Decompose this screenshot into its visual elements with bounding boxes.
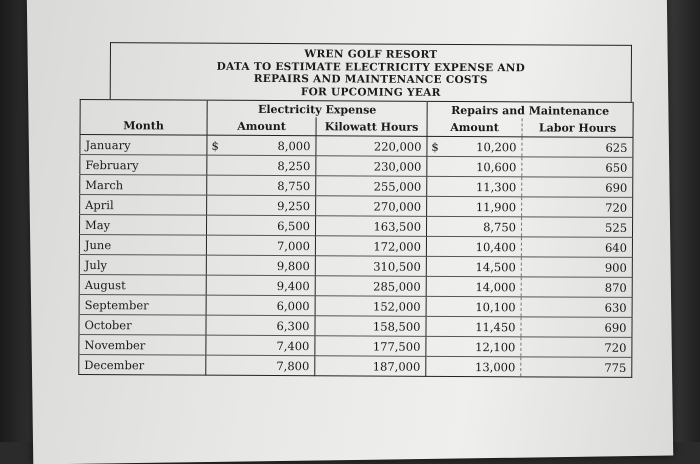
month-cell xyxy=(79,334,206,355)
amount-cell-value: 8,750 xyxy=(277,178,311,193)
amount-cell-value: 9,400 xyxy=(276,278,310,293)
kwh-cell-value: 270,000 xyxy=(373,199,422,214)
kwh-cell xyxy=(315,296,426,317)
rm-amount-cell xyxy=(426,236,521,256)
amount-cell xyxy=(206,335,315,356)
blank-header xyxy=(80,100,207,117)
labor-hours-cell-value: 630 xyxy=(604,300,627,315)
amount-cell xyxy=(206,315,315,336)
kwh-header: Kilowatt Hours xyxy=(316,117,427,136)
labor-hours-cell-value: 720 xyxy=(605,200,628,215)
currency-symbol: $ xyxy=(431,139,439,154)
month-header: Month xyxy=(80,116,207,135)
month-cell-value: February xyxy=(85,157,139,172)
rm-amount-cell xyxy=(426,296,521,316)
repairs-group-header: Repairs and Maintenance xyxy=(427,101,633,119)
amount-cell-value: 6,500 xyxy=(277,218,311,233)
month-cell xyxy=(79,215,206,236)
month-cell-value: March xyxy=(85,177,124,192)
document-title xyxy=(110,42,632,102)
kwh-cell xyxy=(316,196,427,217)
rm-amount-cell xyxy=(426,216,521,236)
labor-hours-cell-value: 900 xyxy=(604,260,627,275)
amount-cell xyxy=(206,275,315,296)
month-cell xyxy=(79,234,206,255)
month-cell xyxy=(79,254,206,275)
amount-cell xyxy=(206,235,315,256)
rm-amount-cell xyxy=(427,156,522,176)
kwh-cell-value: 177,500 xyxy=(372,339,421,354)
kwh-cell-value: 310,500 xyxy=(373,259,421,274)
rm-amount-cell-value: 11,900 xyxy=(475,199,517,214)
amount-cell-value: 7,400 xyxy=(276,338,310,353)
amount-cell-value: 8,250 xyxy=(277,158,311,173)
labor-hours-cell-value: 720 xyxy=(604,340,627,355)
month-cell-value: October xyxy=(84,317,132,332)
kwh-cell-value: 230,000 xyxy=(373,159,422,174)
amount-cell xyxy=(206,295,315,316)
electricity-group-header: Electricity Expense xyxy=(207,100,427,118)
amount-cell xyxy=(207,135,316,156)
kwh-cell xyxy=(316,156,427,177)
kwh-cell-value: 158,500 xyxy=(372,319,421,334)
currency-symbol: $ xyxy=(211,138,219,153)
amount-cell-value: 6,000 xyxy=(276,298,310,313)
labor-hours-cell-value: 690 xyxy=(604,320,627,335)
labor-hours-cell xyxy=(522,137,633,158)
labor-hours-cell-value: 625 xyxy=(605,140,628,155)
rm-amount-cell-value: 14,500 xyxy=(475,259,516,274)
labor-hours-cell-value: 525 xyxy=(605,220,628,235)
kwh-cell xyxy=(315,216,426,237)
amount-header: Amount xyxy=(207,117,316,136)
kwh-cell-value: 285,000 xyxy=(373,279,421,294)
amount-cell-value: 8,000 xyxy=(277,138,311,153)
labor-hours-cell xyxy=(522,157,633,178)
table-body xyxy=(79,135,633,378)
labor-hours-cell-value: 775 xyxy=(604,360,627,375)
month-cell-value: July xyxy=(84,257,108,272)
kwh-cell xyxy=(316,136,427,157)
rm-amount-cell xyxy=(427,176,522,196)
labor-hours-cell xyxy=(521,277,632,298)
labor-hours-cell xyxy=(521,217,632,238)
month-cell-value: November xyxy=(84,337,146,352)
kwh-cell-value: 255,000 xyxy=(373,179,422,194)
kwh-cell xyxy=(315,256,426,277)
rm-amount-cell-value: 14,000 xyxy=(475,279,516,294)
kwh-cell-value: 152,000 xyxy=(373,299,421,314)
rm-amount-header: Amount xyxy=(427,118,522,137)
amount-cell-value: 7,000 xyxy=(276,238,310,253)
amount-cell-value: 6,300 xyxy=(276,318,310,333)
kwh-cell xyxy=(315,316,426,337)
labor-hours-cell xyxy=(521,317,632,338)
title-line: DATA TO ESTIMATE ELECTRICITY EXPENSE AND xyxy=(216,60,526,74)
rm-amount-cell xyxy=(426,356,521,376)
labor-hours-cell xyxy=(521,237,632,258)
amount-cell xyxy=(207,155,316,176)
rm-amount-cell xyxy=(426,276,521,296)
month-cell-value: December xyxy=(84,357,145,372)
labor-hours-cell-value: 870 xyxy=(604,280,627,295)
labor-hours-header: Labor Hours xyxy=(522,118,633,137)
kwh-cell xyxy=(315,336,426,357)
kwh-cell-value: 163,500 xyxy=(373,219,422,234)
kwh-cell xyxy=(316,176,427,197)
kwh-cell xyxy=(315,236,426,257)
labor-hours-cell xyxy=(521,297,632,318)
rm-amount-cell-value: 8,750 xyxy=(483,219,517,234)
month-cell xyxy=(79,294,206,315)
amount-cell xyxy=(206,215,315,236)
labor-hours-cell-value: 640 xyxy=(604,240,627,255)
amount-cell-value: 9,250 xyxy=(277,198,311,213)
rm-amount-cell-value: 10,200 xyxy=(476,139,517,154)
rm-amount-cell-value: 10,100 xyxy=(475,299,516,314)
month-cell-value: August xyxy=(84,277,126,292)
month-cell xyxy=(80,155,207,176)
kwh-cell-value: 172,000 xyxy=(373,239,421,254)
month-cell xyxy=(79,354,206,375)
rm-amount-cell xyxy=(426,336,521,356)
table-row xyxy=(79,354,632,377)
expense-table xyxy=(78,99,633,378)
kwh-cell-value: 220,000 xyxy=(373,139,422,154)
labor-hours-cell xyxy=(522,177,633,198)
amount-cell xyxy=(207,195,316,216)
month-cell-value: June xyxy=(84,237,112,252)
kwh-cell xyxy=(315,356,426,377)
title-line: WREN GOLF RESORT xyxy=(304,48,438,61)
rm-amount-cell xyxy=(426,316,521,336)
amount-cell xyxy=(206,355,315,376)
rm-amount-cell-value: 12,100 xyxy=(475,339,516,354)
rm-amount-cell xyxy=(427,136,522,156)
labor-hours-cell xyxy=(521,337,632,358)
month-cell-value: April xyxy=(85,197,114,212)
amount-cell-value: 9,800 xyxy=(276,258,310,273)
rm-amount-cell-value: 11,450 xyxy=(475,319,516,334)
rm-amount-cell-value: 13,000 xyxy=(475,359,516,374)
labor-hours-cell xyxy=(521,257,632,278)
resort-data-document xyxy=(78,42,640,378)
month-cell xyxy=(80,175,207,196)
month-cell-value: May xyxy=(85,217,111,232)
amount-cell-value: 7,800 xyxy=(276,358,310,373)
month-cell xyxy=(80,135,207,156)
rm-amount-cell-value: 11,300 xyxy=(475,179,517,194)
month-cell xyxy=(79,274,206,295)
labor-hours-cell xyxy=(521,357,632,378)
month-cell-value: January xyxy=(85,137,131,152)
rm-amount-cell xyxy=(427,196,522,216)
labor-hours-cell-value: 690 xyxy=(605,180,628,195)
amount-cell xyxy=(207,175,316,196)
month-cell xyxy=(79,314,206,335)
labor-hours-cell xyxy=(522,197,633,218)
month-cell xyxy=(80,195,207,216)
rm-amount-cell xyxy=(426,256,521,276)
amount-cell xyxy=(206,255,315,276)
kwh-cell xyxy=(315,276,426,297)
title-line: FOR UPCOMING YEAR xyxy=(300,85,441,99)
title-line: REPAIRS AND MAINTENANCE COSTS xyxy=(253,72,488,87)
rm-amount-cell-value: 10,400 xyxy=(475,239,516,254)
kwh-cell-value: 187,000 xyxy=(372,359,421,374)
labor-hours-cell-value: 650 xyxy=(605,160,628,175)
rm-amount-cell-value: 10,600 xyxy=(476,159,517,174)
month-cell-value: September xyxy=(84,297,149,312)
